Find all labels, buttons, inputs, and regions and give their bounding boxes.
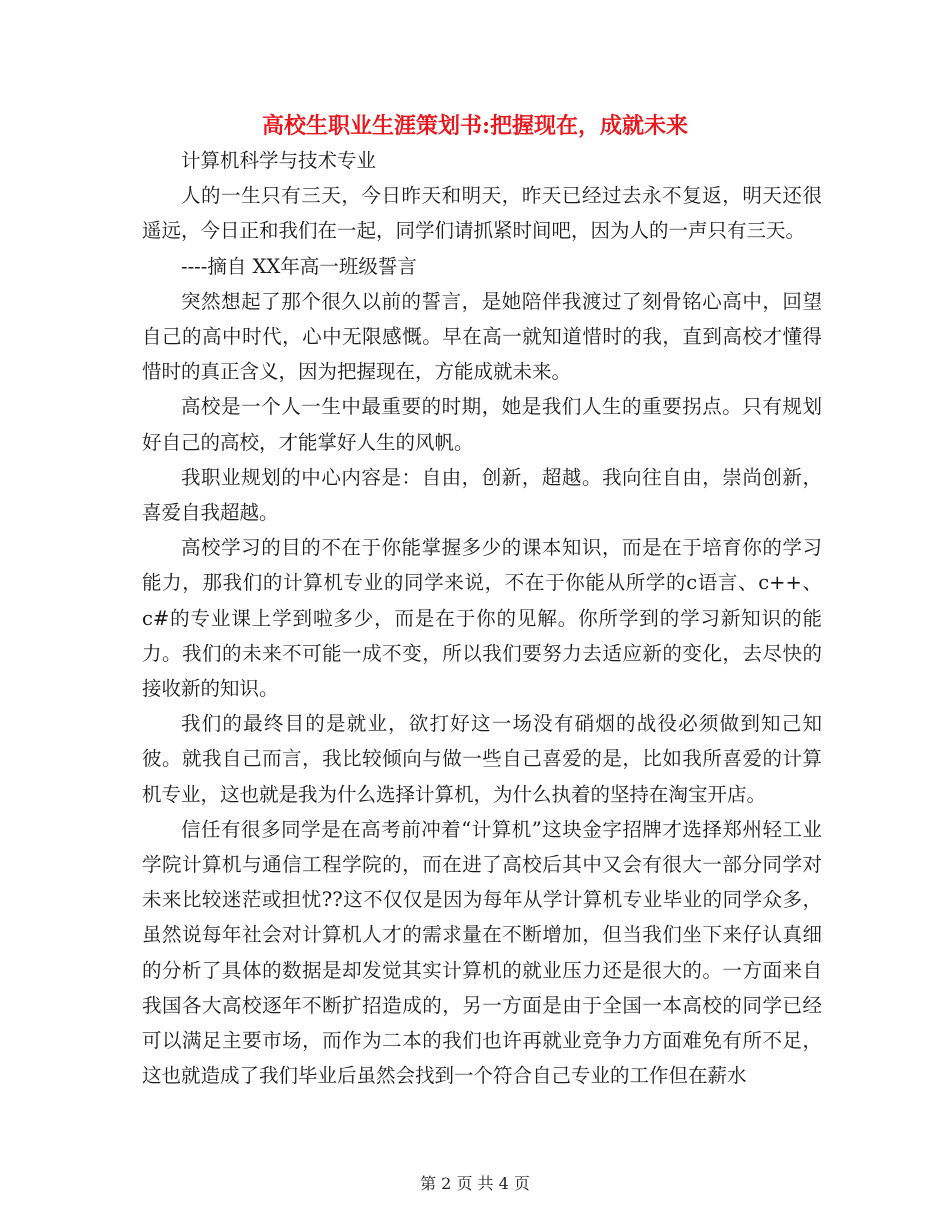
paragraph: 高校学习的目的不在于你能掌握多少的课本知识，而是在于培育你的学习能力，那我们的计算机专业的同学来说，不在于你能从所学的c语言、c++、c#的专业课上学到啦多少，而是在于你的见解。你所学到的学习新知识的能力。我们的未来不可能一成不变，所以我们要努力去适应新的变化，去尽快的接收新的知识。 [142, 536, 822, 701]
document-title: 高校生职业生涯策划书:把握现在，成就未来 [261, 113, 689, 139]
paragraph: 我们的最终目的是就业，欲打好这一场没有硝烟的战役必须做到知己知彼。就我自己而言，我比较倾向与做一些自己喜爱的是，比如我所喜爱的计算机专业，这也就是我为什么选择计算机，为什么执着的坚持在淘宝开店。 [142, 712, 822, 806]
paragraph: 人的一生只有三天，今日昨天和明天，昨天已经过去永不复返，明天还很遥远，今日正和我们在一起，同学们请抓紧时间吧，因为人的一声只有三天。 [142, 184, 822, 243]
document-body [142, 143, 822, 1093]
paragraph: 突然想起了那个很久以前的誓言，是她陪伴我渡过了刻骨铭心高中，回望自己的高中时代，心中无限感慨。早在高一就知道惜时的我，直到高校才懂得惜时的真正含义，因为把握现在，方能成就未来。 [142, 289, 822, 384]
paragraph: 高校是一个人一生中最重要的时期，她是我们人生的重要拐点。只有规划好自己的高校，才能掌好人生的风帆。 [142, 395, 822, 454]
major-line: 计算机科学与技术专业 [181, 149, 377, 172]
page-number: 第 2 页 共 4 页 [420, 1174, 530, 1193]
paragraph: 信任有很多同学是在高考前冲着“计算机”这块金字招牌才选择郑州轻工业学院计算机与通信工程学院的，而在进了高校后其中又会有很大一部分同学对未来比较迷茫或担忧??这不仅仅是因为每年从学计算机专业毕业的同学众多，虽然说每年社会对计算机人才的需求量在不断增加，但当我们坐下来仔认真细的分析了具体的数据是却发觉其实计算机的就业压力还是很大的。一方面来自我国各大高校逐年不断扩招造成的，另一方面是由于全国一本高校的同学已经可以满足主要市场，而作为二本的我们也许再就业竞争力方面难免有所不足，这也就造成了我们毕业后虽然会找到一个符合自己专业的工作但在薪水 [142, 817, 822, 1088]
quote-source: ----摘自 XX年高一班级誓言 [181, 254, 417, 278]
paragraph: 我职业规划的中心内容是：自由，创新，超越。我向往自由，崇尚创新，喜爱自我超越。 [142, 465, 822, 525]
